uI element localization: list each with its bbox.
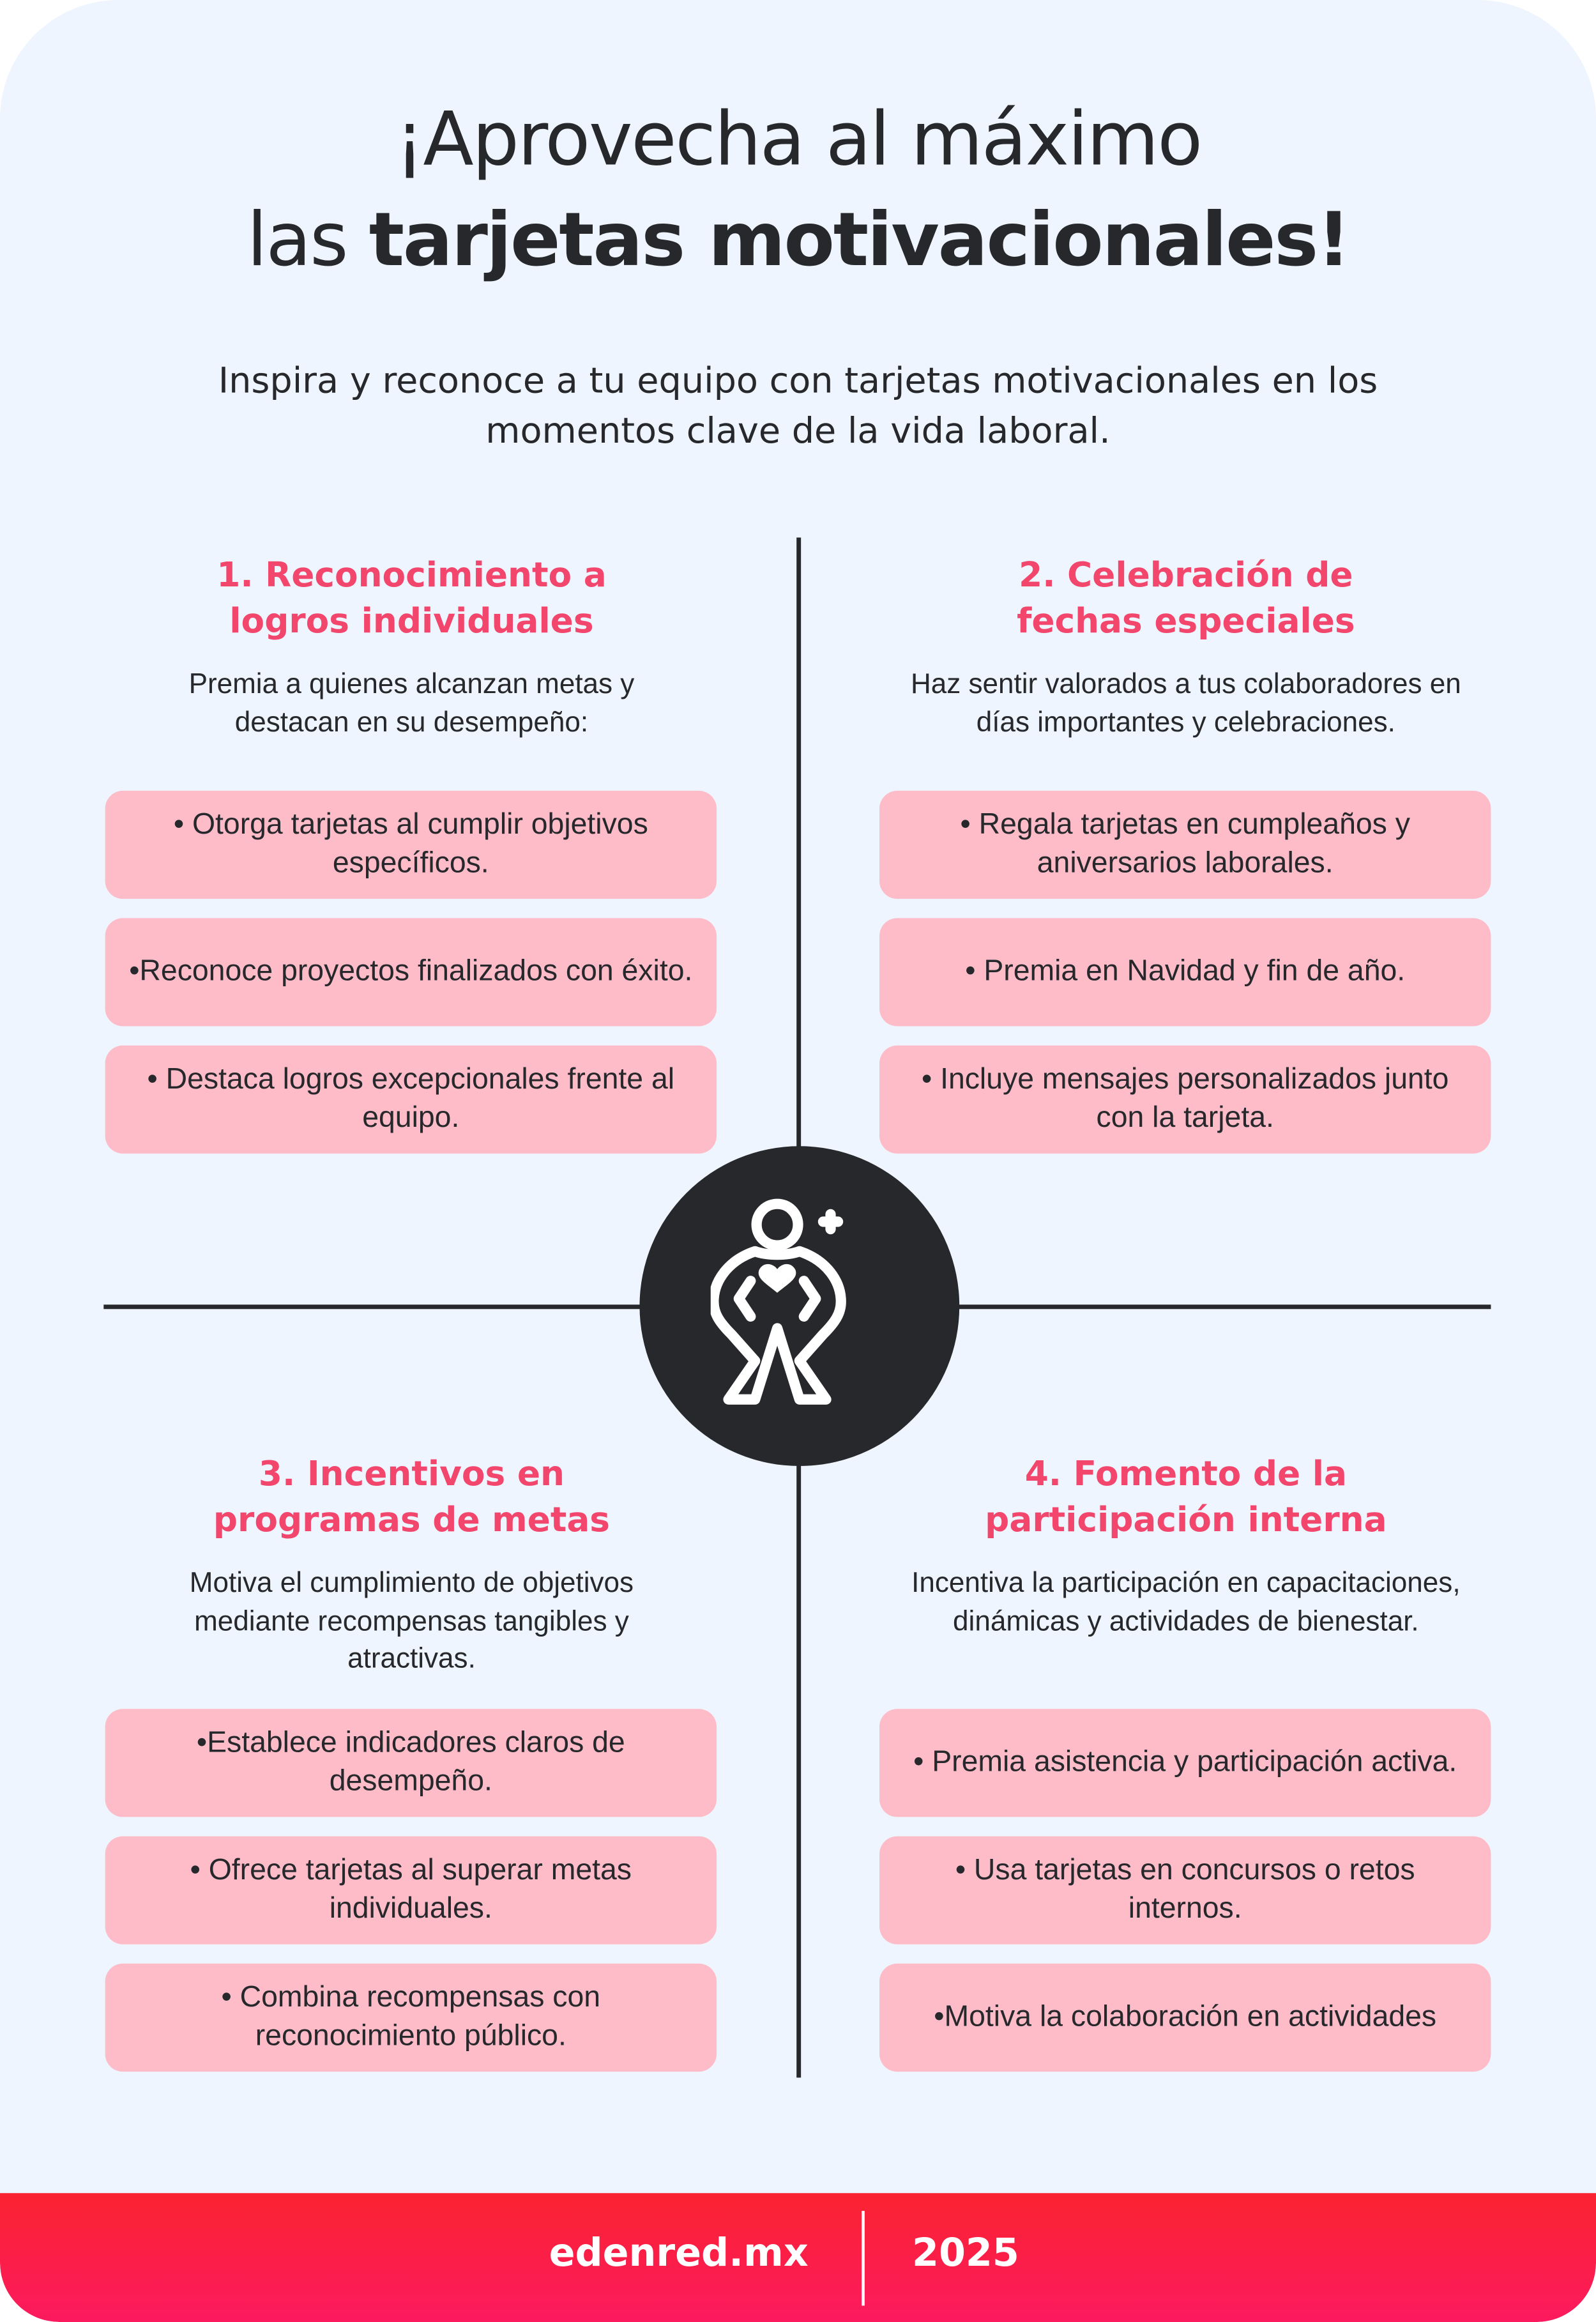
list-item: • Incluye mensajes personalizados junto con la tarjeta. xyxy=(879,1046,1491,1154)
footer-site-link[interactable]: edenred.mx xyxy=(549,2231,809,2277)
footer xyxy=(0,2193,1596,2322)
section-3 xyxy=(86,1453,737,1679)
footer-year: 2025 xyxy=(912,2231,1019,2277)
section-heading: 1. Reconocimiento a logros individuales xyxy=(217,556,607,641)
section-description: Motiva el cumplimiento de objetivos mediante recompensas tangibles y atractivas. xyxy=(189,1568,634,1675)
list-item: • Destaca logros excepcionales frente al equipo. xyxy=(105,1046,717,1154)
section-2-items xyxy=(879,791,1491,1173)
section-description: Haz sentir valorados a tus colaboradores en días importantes y celebraciones. xyxy=(910,669,1461,738)
list-item: •Motiva la colaboración en actividades xyxy=(879,1964,1491,2072)
subtitle: Inspira y reconoce a tu equipo con tarjetas motivacionales en los momentos clave de la vida laboral. xyxy=(218,360,1378,452)
page-title xyxy=(0,89,1596,290)
list-item: •Establece indicadores claros de desempeño. xyxy=(105,1709,717,1817)
list-item: • Combina recompensas con reconocimiento público. xyxy=(105,1964,717,2072)
section-4 xyxy=(860,1453,1512,1640)
section-1-items xyxy=(105,791,717,1173)
footer-divider xyxy=(862,2211,865,2305)
section-description: Incentiva la participación en capacitaciones, dinámicas y actividades de bienestar. xyxy=(911,1568,1461,1637)
section-3-items xyxy=(105,1709,717,2091)
section-heading: 4. Fomento de la participación interna xyxy=(985,1455,1387,1540)
center-badge xyxy=(639,1146,959,1466)
section-heading: 3. Incentivos en programas de metas xyxy=(213,1455,611,1540)
title-line-2 xyxy=(0,190,1596,291)
list-item: • Premia asistencia y participación activa. xyxy=(879,1709,1491,1817)
section-description: Premia a quienes alcanzan metas y destacan en su desempeño: xyxy=(188,669,635,738)
list-item: • Ofrece tarjetas al superar metas individuales. xyxy=(105,1837,717,1944)
list-item: • Premia en Navidad y fin de año. xyxy=(879,918,1491,1026)
title-line-2-bold: tarjetas motivacionales! xyxy=(369,197,1349,283)
title-line-1: ¡Aprovecha al máximo xyxy=(395,96,1201,183)
section-4-items xyxy=(879,1709,1491,2091)
list-item: •Reconoce proyectos finalizados con éxito. xyxy=(105,918,717,1026)
list-item: • Regala tarjetas en cumpleaños y aniversarios laborales. xyxy=(879,791,1491,899)
list-item: • Usa tarjetas en concursos o retos internos. xyxy=(879,1837,1491,1944)
section-2 xyxy=(860,554,1512,742)
section-1 xyxy=(86,554,737,742)
title-line-2-pre: las xyxy=(247,197,369,283)
person-heart-plus-icon xyxy=(711,1195,888,1417)
section-heading: 2. Celebración de fechas especiales xyxy=(1017,556,1355,641)
list-item: • Otorga tarjetas al cumplir objetivos específicos. xyxy=(105,791,717,899)
